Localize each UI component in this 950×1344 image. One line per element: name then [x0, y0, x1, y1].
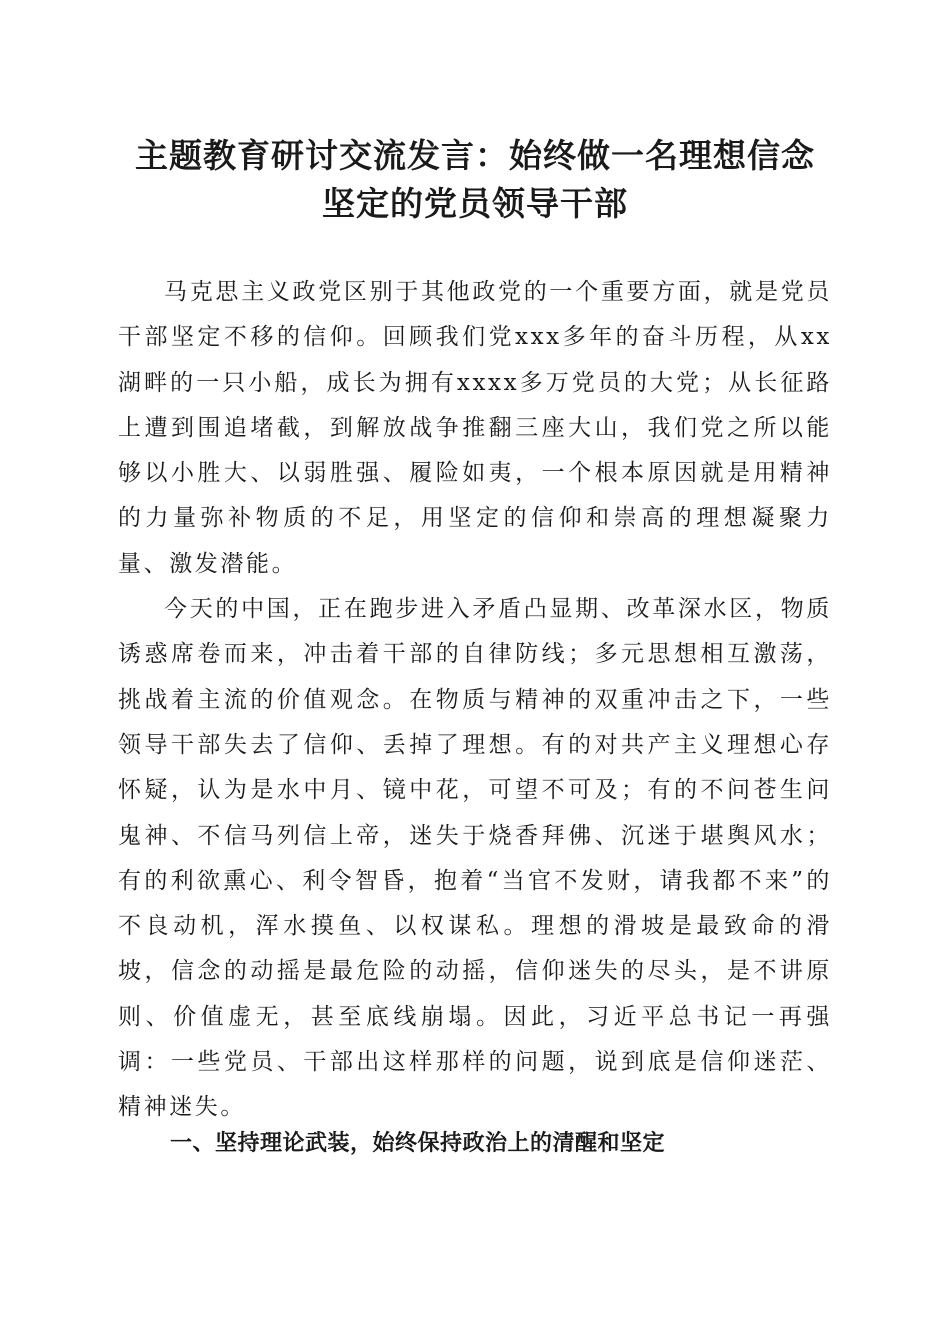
- section-heading: 一、坚持理论武装，始终保持政治上的清醒和坚定: [170, 1131, 666, 1156]
- document-body: [118, 270, 832, 1131]
- title-line-1: 主题教育研讨交流发言：始终做一名理想信念: [135, 136, 815, 175]
- title-line-2: 坚定的党员领导干部: [322, 184, 628, 223]
- paragraph-1: 马克思主义政党区别于其他政党的一个重要方面，就是党员干部坚定不移的信仰。回顾我们党xxx多年的奋斗历程，从xx湖畔的一只小船，成长为拥有xxxx多万党员的大党；从长征路上遭到围追堵截，到解放战争推翻三座大山，我们党之所以能够以小胜大、以弱胜强、履险如夷，一个根本原因就是用精神的力量弥补物质的不足，用坚定的信仰和崇高的理想凝聚力量、激发潜能。: [118, 279, 832, 577]
- document-title: [100, 132, 850, 228]
- paragraph-2: 今天的中国，正在跑步进入矛盾凸显期、改革深水区，物质诱惑席卷而来，冲击着干部的自律防线；多元思想相互激荡，挑战着主流的价值观念。在物质与精神的双重冲击之下，一些领导干部失去了信仰、丢掉了理想。有的对共产主义理想心存怀疑，认为是水中月、镜中花，可望不可及；有的不问苍生问鬼神、不信马列信上帝，迷失于烧香拜佛、沉迷于堪舆风水；有的利欲熏心、利令智昏，抱着“当官不发财，请我都不来”的不良动机，浑水摸鱼、以权谋私。理想的滑坡是最致命的滑坡，信念的动摇是最危险的动摇，信仰迷失的尽头，是不讲原则、价值虚无，甚至底线崩塌。因此，习近平总书记一再强调：一些党员、干部出这样那样的问题，说到底是信仰迷茫、精神迷失。: [118, 596, 832, 1121]
